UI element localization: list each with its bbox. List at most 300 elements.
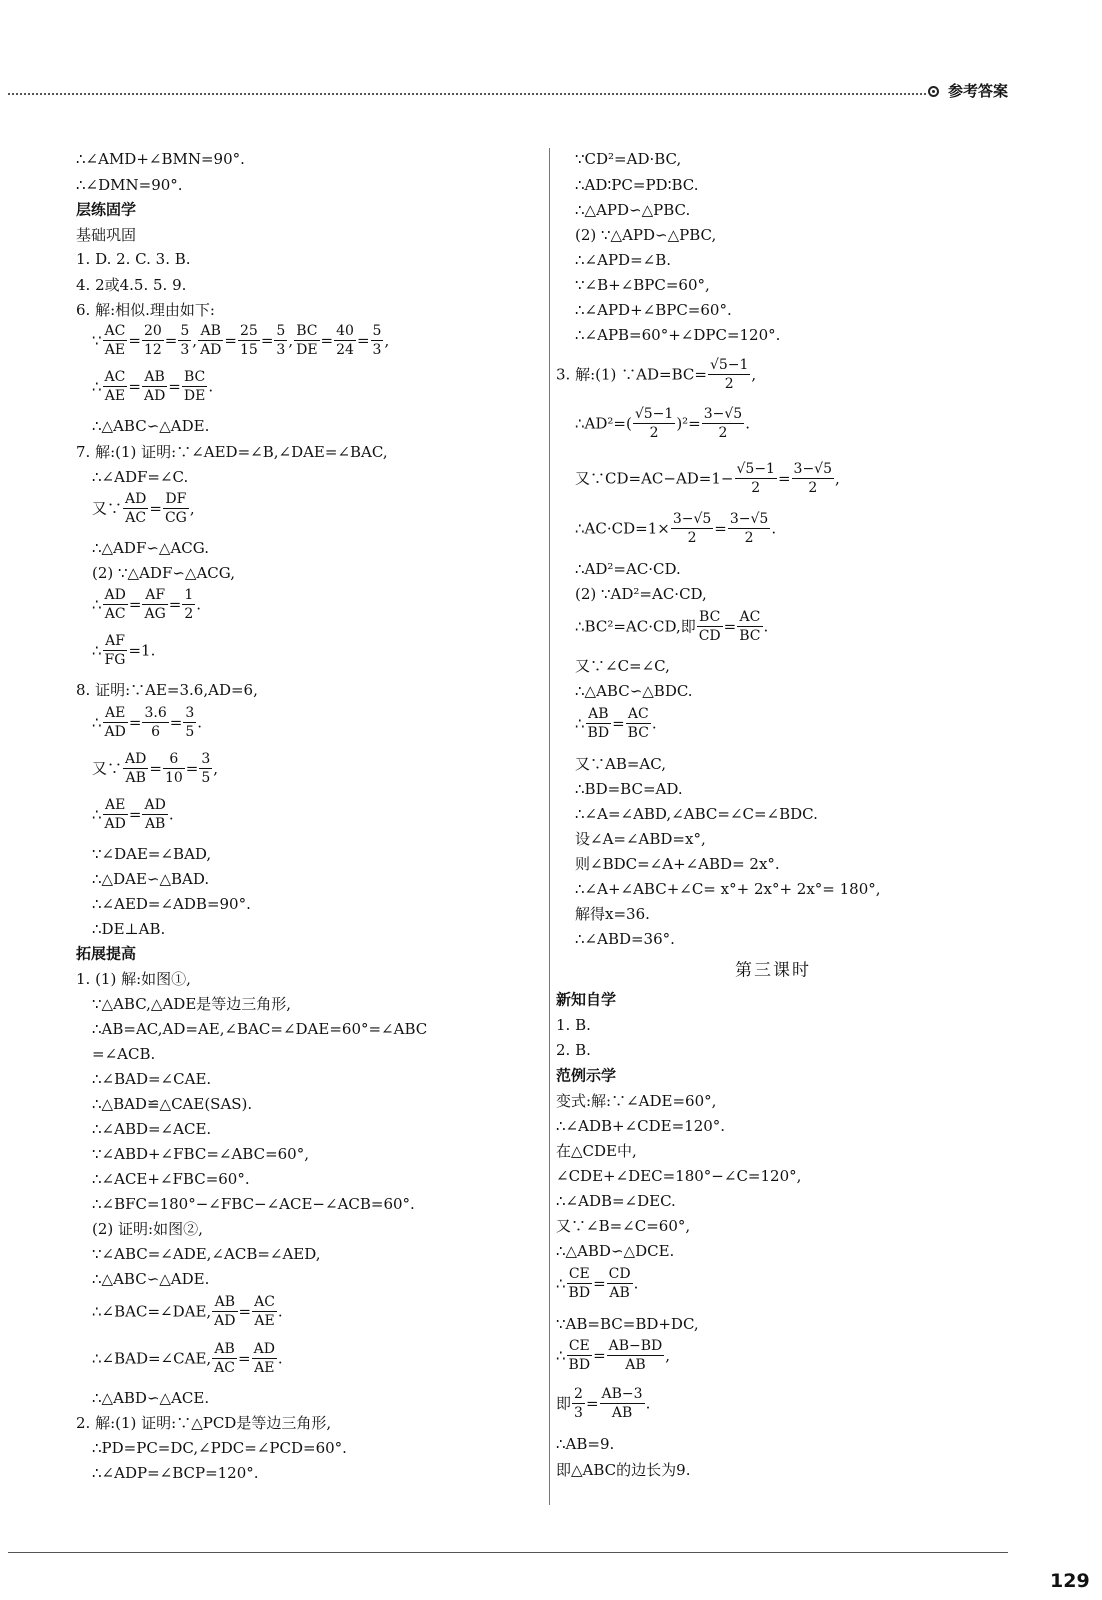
fraction <box>697 608 723 645</box>
numerator: AD <box>104 587 126 603</box>
text-run: . <box>168 805 174 824</box>
header-bullet-icon <box>928 86 939 97</box>
numerator: CE <box>567 1265 593 1284</box>
text-run: ∵ <box>92 331 102 350</box>
solution-line <box>575 803 818 824</box>
denominator: DE <box>183 388 206 404</box>
denominator: 3 <box>574 1405 583 1421</box>
solution-line <box>92 1268 209 1289</box>
denominator: AD <box>200 342 222 358</box>
text-run: = <box>224 331 237 350</box>
fraction <box>572 1385 585 1422</box>
denominator: 5 <box>201 770 211 786</box>
solution-line <box>575 878 881 899</box>
fraction <box>607 1265 633 1302</box>
fraction <box>702 405 744 442</box>
text-run: ∴AD²=AC·CD. <box>575 560 681 578</box>
fraction <box>103 796 128 833</box>
denominator: 2 <box>751 480 761 496</box>
text-run: 3. 解:(1) ∵AD=BC= <box>556 365 707 384</box>
text-run: ∴AC·CD=1× <box>575 519 670 538</box>
text-run: 1. (1) 解:如图①, <box>76 970 191 988</box>
text-run: ∴△ABC∽△ADE. <box>92 417 210 435</box>
text-run: , <box>384 331 390 350</box>
solution-line <box>92 562 235 583</box>
solution-line <box>76 174 183 195</box>
text-run: ∴ <box>556 1274 566 1293</box>
denominator: DE <box>296 342 318 358</box>
numerator: AC <box>626 705 651 724</box>
numerator: AB <box>142 368 167 387</box>
denominator: BC <box>739 628 761 644</box>
text-run: ∴ <box>575 714 585 733</box>
text-run: = <box>168 377 181 396</box>
solution-line <box>92 1068 211 1089</box>
solution-line <box>92 415 209 436</box>
numerator: 3 <box>185 705 195 721</box>
solution-line <box>575 558 681 579</box>
numerator: AE <box>103 704 128 723</box>
solution-line <box>556 1459 690 1480</box>
denominator: 24 <box>336 342 354 358</box>
fraction <box>334 322 356 359</box>
fraction <box>252 1340 277 1377</box>
text-run: ∴∠A+∠ABC+∠C= x°+ 2x°+ 2x°= 180°, <box>575 880 881 898</box>
text-run: ∴ <box>556 1346 566 1365</box>
text-run: 第三课时 <box>735 960 811 981</box>
text-run: 又∵∠B=∠C=60°, <box>556 1217 691 1235</box>
numerator: AB−BD <box>608 1338 663 1354</box>
text-run: ∴AB=AC,AD=AE,∠BAC=∠DAE=60°=∠ABC <box>92 1020 428 1038</box>
fraction <box>708 356 750 393</box>
solution-line <box>92 1093 252 1114</box>
solution-line <box>575 299 732 320</box>
denominator: 2 <box>184 606 194 622</box>
text-run: = <box>714 519 727 538</box>
solution-line <box>92 1387 209 1408</box>
text-run: 2. B. <box>556 1041 591 1059</box>
text-run: = <box>128 377 141 396</box>
text-run: ∴ <box>92 805 102 824</box>
numerator: BC <box>294 322 319 341</box>
fraction <box>274 322 287 359</box>
text-run: . <box>763 617 769 636</box>
solution-line <box>92 1193 415 1214</box>
text-run: , <box>835 469 840 488</box>
header-dotted-rule <box>8 93 926 95</box>
text-run: . <box>277 1349 283 1368</box>
page-number: 129 <box>1050 1570 1090 1592</box>
solution-line <box>76 224 136 245</box>
text-run: = <box>128 331 141 350</box>
text-run: . <box>651 714 657 733</box>
numerator: 5 <box>180 323 190 339</box>
text-run: (2) ∵AD²=AC·CD, <box>575 585 707 603</box>
text-run: 1. B. <box>556 1016 591 1034</box>
text-run: = <box>260 331 274 350</box>
denominator: 3 <box>372 342 382 358</box>
fraction <box>103 322 128 359</box>
solution-line <box>92 843 211 864</box>
footer-rule <box>8 1552 1008 1553</box>
solution-line <box>92 1018 427 1039</box>
text-run: ∠CDE+∠DEC=180°−∠C=120°, <box>556 1167 802 1185</box>
fraction <box>212 1340 237 1377</box>
solution-line <box>92 1462 259 1483</box>
denominator: AC <box>125 510 147 526</box>
fraction <box>123 750 148 787</box>
solution-line <box>556 1240 674 1261</box>
denominator: BD <box>568 1357 591 1373</box>
solution-line <box>92 993 291 1014</box>
fraction <box>728 510 770 547</box>
solution-line <box>76 274 186 295</box>
text-run: . <box>208 377 214 396</box>
text-run: = <box>149 499 162 518</box>
text-run: ∴BD=BC=AD. <box>575 780 683 798</box>
solution-line <box>575 460 840 497</box>
numerator: √5−1 <box>709 357 749 373</box>
text-run: 即△ABC的边长为9. <box>556 1461 691 1479</box>
solution-line <box>556 1115 725 1136</box>
text-run: ∴DE⊥AB. <box>92 920 166 938</box>
fraction <box>607 1337 665 1374</box>
text-run: . <box>277 1302 283 1321</box>
text-run: (2) 证明:如图②, <box>92 1220 203 1238</box>
solution-line <box>92 1218 203 1239</box>
text-run: . <box>196 595 202 614</box>
text-run: )²= <box>676 414 701 433</box>
solution-line <box>556 1215 690 1236</box>
denominator: 3 <box>276 342 286 358</box>
solution-line <box>92 1293 283 1330</box>
fraction <box>199 750 212 787</box>
solution-line <box>92 918 165 939</box>
fraction <box>198 322 223 359</box>
solution-line <box>92 704 202 741</box>
text-run: = <box>593 1346 606 1365</box>
section-heading <box>556 1065 616 1086</box>
text-run: ∵AB=BC=BD+DC, <box>556 1315 699 1333</box>
solution-line <box>575 680 693 701</box>
solution-line <box>92 893 251 914</box>
fraction <box>735 460 777 497</box>
numerator: AD <box>125 491 147 507</box>
denominator: 2 <box>724 376 734 392</box>
text-run: ∴△BAD≌△CAE(SAS). <box>92 1095 253 1113</box>
text-run: = <box>149 759 162 778</box>
text-run: ∴∠ABD=36°. <box>575 930 675 948</box>
fraction <box>103 704 128 741</box>
text-run: ∴∠BAD=∠CAE, <box>92 1349 212 1368</box>
denominator: AD <box>104 724 126 740</box>
fraction <box>671 510 713 547</box>
text-run: ∴△DAE∽△BAD. <box>92 870 210 888</box>
numerator: AB <box>586 705 612 724</box>
numerator: AC <box>737 608 762 627</box>
solution-line <box>556 1039 591 1060</box>
text-run: . <box>197 713 203 732</box>
text-run: ∴∠DMN=90°. <box>76 176 183 194</box>
header-label: 参考答案 <box>948 82 1009 100</box>
column-divider <box>549 148 550 1505</box>
numerator: 1 <box>184 587 194 603</box>
text-run: 2. 解:(1) 证明:∵△PCD是等边三角形, <box>76 1414 332 1432</box>
text-run: ∵△ABC,△ADE是等边三角形, <box>92 995 292 1013</box>
denominator: 15 <box>239 342 258 358</box>
denominator: 10 <box>164 770 183 786</box>
solution-line <box>76 441 388 462</box>
denominator: AG <box>144 606 166 622</box>
solution-line <box>575 405 750 442</box>
denominator: 2 <box>687 530 697 546</box>
text-run: ∴△ABD∽△DCE. <box>556 1242 675 1260</box>
denominator: 2 <box>718 425 728 441</box>
text-run: ∴△ABD∽△ACE. <box>92 1389 210 1407</box>
text-run: ∴ <box>92 377 102 396</box>
solution-line <box>556 1265 638 1302</box>
text-run: 新知自学 <box>556 990 617 1009</box>
fraction <box>792 460 834 497</box>
text-run: 基础巩固 <box>76 226 137 244</box>
numerator: AE <box>103 796 128 815</box>
solution-line <box>76 299 215 320</box>
denominator: AB <box>125 770 146 786</box>
fraction <box>163 750 185 787</box>
denominator: BD <box>568 1285 591 1301</box>
lesson-title <box>735 960 811 981</box>
text-run: 8. 证明:∵AE=3.6,AD=6, <box>76 681 258 699</box>
solution-line <box>575 148 681 169</box>
fraction <box>252 1293 277 1330</box>
text-run: = <box>128 713 142 732</box>
numerator: BC <box>182 368 207 387</box>
text-run: ∴ <box>92 641 102 660</box>
text-run: 层练固学 <box>76 200 137 219</box>
denominator: AD <box>214 1313 236 1329</box>
numerator: 3 <box>201 751 211 767</box>
denominator: AE <box>104 388 126 404</box>
solution-line <box>92 632 155 669</box>
text-run: , <box>751 365 757 384</box>
text-run: 7. 解:(1) 证明:∵∠AED=∠B,∠DAE=∠BAC, <box>76 443 388 461</box>
text-run: = <box>585 1394 599 1413</box>
numerator: 5 <box>276 323 286 339</box>
solution-line <box>76 1412 331 1433</box>
denominator: AC <box>214 1360 235 1376</box>
solution-line <box>556 1385 650 1422</box>
text-run: ∴∠APD=∠B. <box>575 251 671 269</box>
text-run: = <box>168 595 182 614</box>
numerator: BC <box>697 608 723 627</box>
text-run: , <box>189 499 195 518</box>
solution-line <box>556 1165 801 1186</box>
text-run: ∵∠ABD+∠FBC=∠ABC=60°, <box>92 1145 309 1163</box>
denominator: 12 <box>143 342 162 358</box>
text-run: . <box>645 1394 651 1413</box>
solution-line <box>575 274 710 295</box>
solution-line <box>76 248 191 269</box>
denominator: CG <box>164 510 187 526</box>
solution-line <box>575 608 768 645</box>
numerator: AB <box>198 322 223 341</box>
solution-line <box>556 1014 591 1035</box>
text-run: ∴∠APB=60°+∠DPC=120°. <box>575 326 781 344</box>
text-run: = <box>185 759 199 778</box>
solution-line <box>92 537 209 558</box>
text-run: 拓展提高 <box>76 944 137 963</box>
fraction <box>633 405 675 442</box>
text-run: 1. D. 2. C. 3. B. <box>76 250 191 268</box>
text-run: ∴∠ADB+∠CDE=120°. <box>556 1117 726 1135</box>
text-run: . <box>633 1274 639 1293</box>
denominator: AB <box>625 1357 646 1373</box>
text-run: ∴AD²=( <box>575 414 632 433</box>
numerator: AB <box>212 1293 237 1312</box>
fraction <box>142 586 167 623</box>
fraction <box>183 704 196 741</box>
solution-line <box>556 1433 614 1454</box>
text-run: , <box>665 1346 671 1365</box>
text-run: = <box>320 331 334 350</box>
solution-line <box>92 1118 211 1139</box>
denominator: 2 <box>808 480 818 496</box>
denominator: AC <box>104 606 126 622</box>
fraction <box>103 368 128 405</box>
text-run: = <box>238 1302 252 1321</box>
solution-line <box>76 148 245 169</box>
text-run: . <box>745 414 750 433</box>
denominator: AB <box>144 816 166 832</box>
numerator: CE <box>567 1337 593 1356</box>
solution-line <box>92 796 174 833</box>
text-run: 范例示学 <box>556 1066 617 1085</box>
text-run: ∴∠BFC=180°−∠FBC−∠ACE−∠ACB=60°. <box>92 1195 415 1213</box>
solution-line <box>575 928 675 949</box>
text-run: = <box>128 595 142 614</box>
fraction <box>626 705 651 742</box>
text-run: 变式:解:∵∠ADE=60°, <box>556 1092 717 1110</box>
text-run: ∴△APD∽△PBC. <box>575 201 691 219</box>
text-run: = <box>128 805 142 824</box>
text-run: =∠ACB. <box>92 1045 156 1063</box>
text-run: 6. 解:相似.理由如下: <box>76 301 215 319</box>
fraction <box>600 1385 645 1422</box>
solution-line <box>556 1190 676 1211</box>
text-run: 设∠A=∠ABD=x°, <box>575 830 706 848</box>
text-run: ∴∠ADF=∠C. <box>92 468 189 486</box>
fraction <box>142 796 167 833</box>
text-run: 4. 2或4.5. 5. 9. <box>76 276 187 294</box>
denominator: AD <box>143 388 166 404</box>
text-run: 又∵AB=AC, <box>575 755 666 773</box>
text-run: ∴△ABC∽△ADE. <box>92 1270 210 1288</box>
text-run: ∴ <box>92 595 102 614</box>
denominator: AE <box>254 1313 275 1329</box>
text-run: , <box>288 331 294 350</box>
numerator: AC <box>104 323 126 339</box>
text-run: 在△CDE中, <box>556 1142 637 1160</box>
text-run: ∴∠AMD+∠BMN=90°. <box>76 150 245 168</box>
text-run: = <box>169 713 183 732</box>
section-heading <box>76 943 136 964</box>
solution-line <box>575 510 776 547</box>
solution-line <box>575 655 670 676</box>
numerator: AD <box>125 751 147 767</box>
text-run: 解得x=36. <box>575 905 650 923</box>
solution-line <box>556 1313 699 1334</box>
fraction <box>212 1293 237 1330</box>
text-run: = <box>164 331 178 350</box>
solution-line <box>575 249 671 270</box>
denominator: BD <box>587 725 610 741</box>
text-run: 又∵CD=AC−AD=1− <box>575 469 734 488</box>
text-run: 即 <box>556 1394 572 1413</box>
numerator: 25 <box>239 323 258 339</box>
numerator: 3.6 <box>144 705 167 721</box>
fraction <box>142 368 167 405</box>
solution-line <box>92 490 195 527</box>
solution-line <box>556 1140 637 1161</box>
numerator: DF <box>163 490 189 509</box>
text-run: , <box>213 759 219 778</box>
text-run: ∴∠APD+∠BPC=60°. <box>575 301 732 319</box>
text-run: 又∵∠C=∠C, <box>575 657 670 675</box>
text-run: ∴PD=PC=DC,∠PDC=∠PCD=60°. <box>92 1439 347 1457</box>
text-run: ∴∠A=∠ABD,∠ABC=∠C=∠BDC. <box>575 805 818 823</box>
text-run: ∴∠ADB=∠DEC. <box>556 1192 676 1210</box>
text-run: ∴BC²=AC·CD,即 <box>575 617 696 636</box>
solution-line <box>92 1243 321 1264</box>
denominator: 5 <box>185 724 195 740</box>
fraction <box>586 705 612 742</box>
numerator: AC <box>104 369 126 385</box>
denominator: AD <box>104 816 126 832</box>
text-run: = <box>777 469 791 488</box>
text-run: 则∠BDC=∠A+∠ABD= 2x°. <box>575 855 780 873</box>
solution-line <box>575 753 666 774</box>
text-run: ∴AD∶PC=PD∶BC. <box>575 176 699 194</box>
fraction <box>238 322 260 359</box>
numerator: AF <box>103 632 128 651</box>
solution-line <box>575 705 657 742</box>
text-run: ∴ <box>92 713 102 732</box>
denominator: 2 <box>649 425 659 441</box>
fraction <box>294 322 319 359</box>
text-run: ∴∠ADP=∠BCP=120°. <box>92 1464 259 1482</box>
numerator: AB <box>212 1340 237 1359</box>
text-run: , <box>192 331 198 350</box>
numerator: 2 <box>574 1386 583 1402</box>
numerator: CD <box>608 1266 631 1282</box>
numerator: 3−√5 <box>703 406 743 422</box>
fraction <box>103 632 128 669</box>
solution-line <box>92 586 201 623</box>
numerator: AC <box>254 1294 275 1310</box>
denominator: 2 <box>744 530 754 546</box>
denominator: AB <box>609 1285 630 1301</box>
solution-line <box>92 868 209 889</box>
denominator: AB <box>611 1405 633 1421</box>
text-run: = <box>723 617 737 636</box>
numerator: AF <box>142 586 167 605</box>
numerator: AD <box>144 797 166 813</box>
fraction <box>142 322 164 359</box>
fraction <box>103 586 128 623</box>
denominator: AE <box>254 1360 275 1376</box>
numerator: 3−√5 <box>672 511 712 527</box>
text-run: (2) ∵△ADF∽△ACG, <box>92 564 235 582</box>
